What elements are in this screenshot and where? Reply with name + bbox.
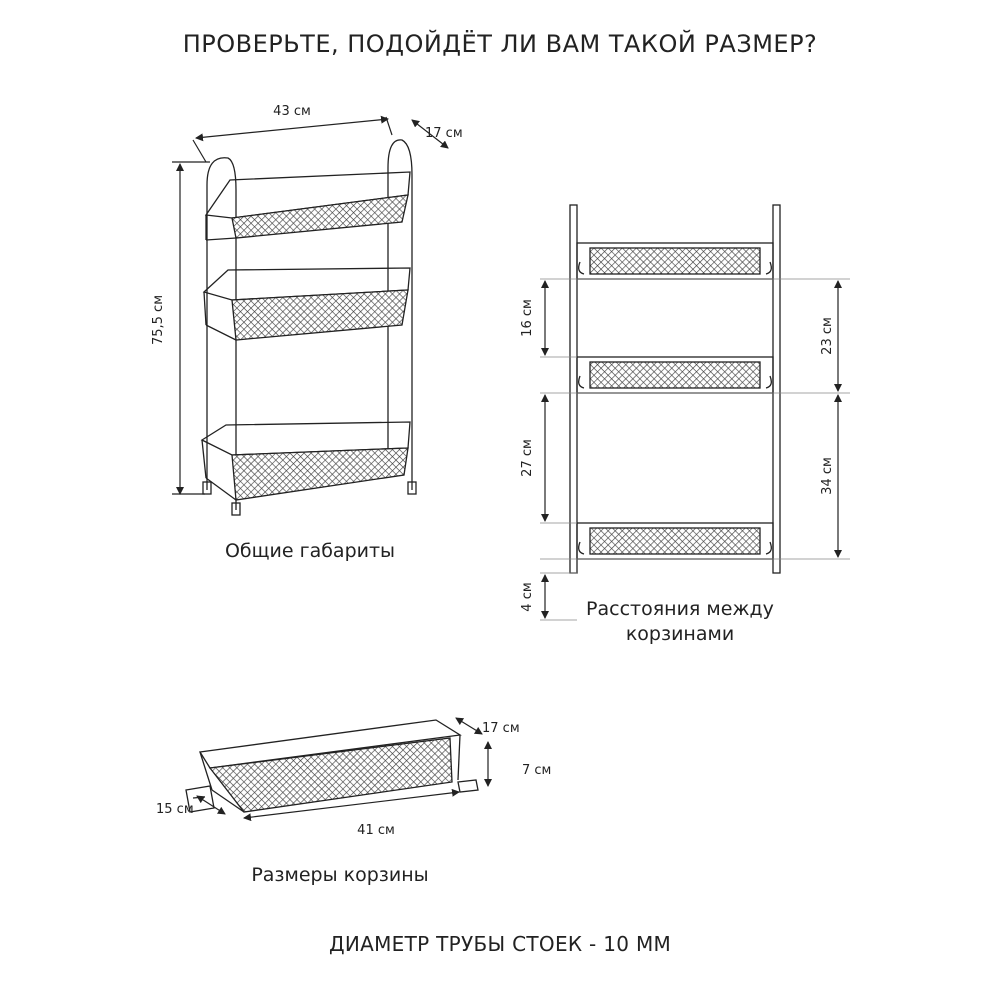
spacing-caption <box>560 597 800 647</box>
spacing-caption-line1: Расстояния между <box>586 598 774 620</box>
basket-length-label: 41 см <box>357 823 395 838</box>
overall-depth-label: 17 см <box>425 126 463 141</box>
pipe-diameter-value: 10 <box>603 932 630 956</box>
rack-overall-drawing <box>202 140 416 515</box>
gap-top-label: 16 см <box>520 299 535 337</box>
pitch-top-label: 23 см <box>820 317 835 355</box>
pipe-diameter-unit: ММ <box>629 932 672 956</box>
pipe-diameter-note <box>0 932 1000 956</box>
basket-caption: Размеры корзины <box>251 864 429 886</box>
gap-bottom-label: 4 см <box>520 582 535 612</box>
basket-side-label: 15 см <box>156 802 194 817</box>
pipe-diameter-label: ДИАМЕТР ТРУБЫ СТОЕК - <box>328 932 604 956</box>
spacing-caption-line2: корзинами <box>625 623 735 645</box>
spacing-extension-lines <box>540 279 850 620</box>
gap-mid-label: 27 см <box>520 439 535 477</box>
overall-caption: Общие габариты <box>224 540 396 562</box>
overall-height-label: 75,5 см <box>151 294 166 346</box>
rack-front-drawing <box>570 205 780 573</box>
basket-drawing <box>186 720 478 812</box>
overall-width-label: 43 см <box>273 104 311 119</box>
pitch-bottom-label: 34 см <box>820 457 835 495</box>
basket-depth-label: 17 см <box>482 721 520 736</box>
basket-height-label: 7 см <box>522 763 552 778</box>
spacing-dimension-lines <box>545 281 838 618</box>
page-title: ПРОВЕРЬТЕ, ПОДОЙДЁТ ЛИ ВАМ ТАКОЙ РАЗМЕР? <box>182 30 818 58</box>
